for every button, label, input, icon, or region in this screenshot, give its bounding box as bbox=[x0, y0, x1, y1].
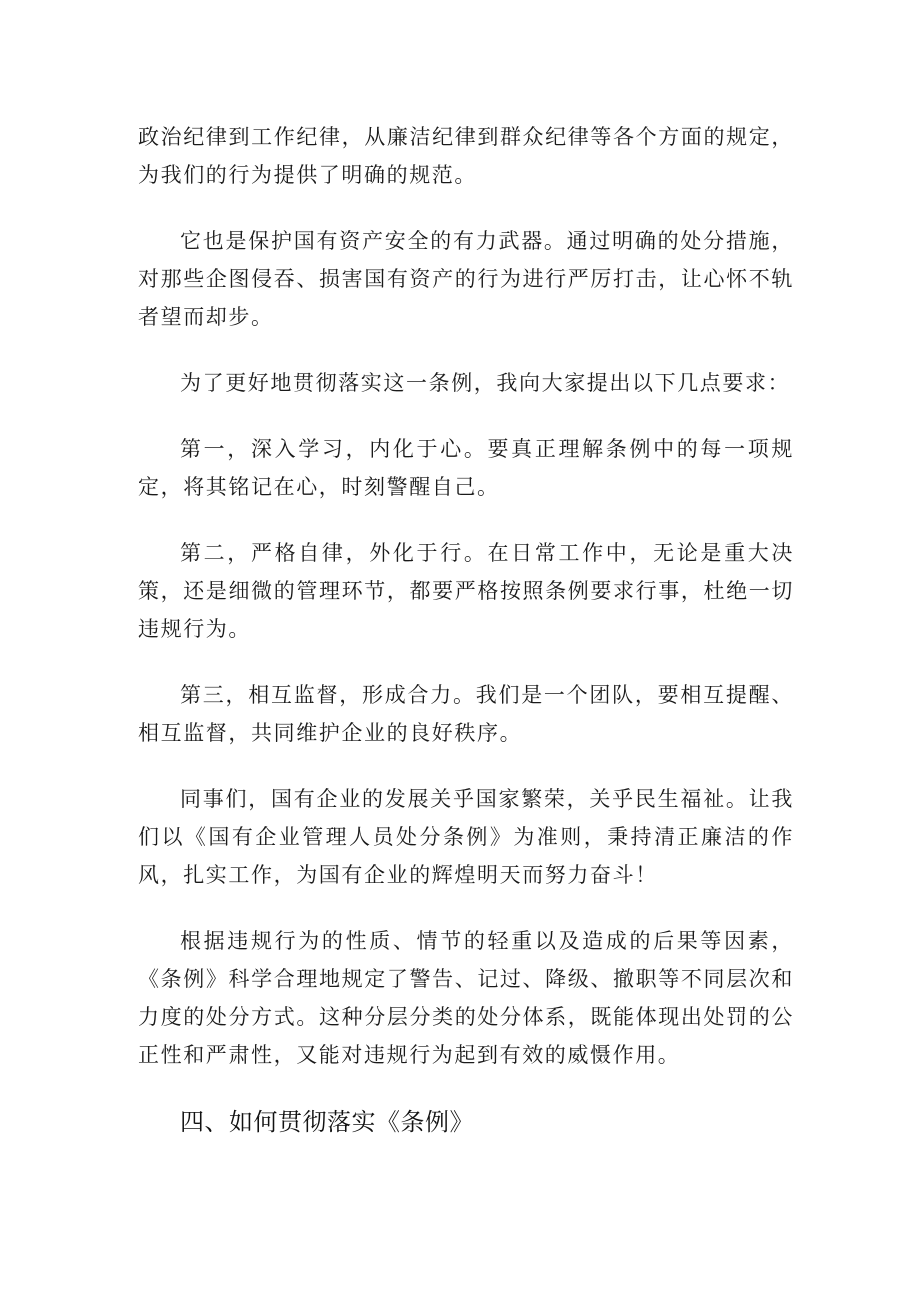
paragraph-requirements-intro: 为了更好地贯彻落实这一条例，我向大家提出以下几点要求： bbox=[180, 371, 791, 395]
paragraph-requirement-third: 第三，相互监督，形成合力。我们是一个团队，要相互提醒、相互监督，共同维护企业的良好秩序。 bbox=[138, 683, 794, 745]
paragraph-state-assets: 它也是保护国有资产安全的有力武器。通过明确的处分措施，对那些企图侵吞、损害国有资产的行为进行严厉打击，让心怀不轨者望而却步。 bbox=[138, 229, 794, 329]
paragraph-closing-call: 同事们，国有企业的发展关乎国家繁荣，关乎民生福祉。让我们以《国有企业管理人员处分条例》为准则，秉持清正廉洁的作风，扎实工作，为国有企业的辉煌明天而努力奋斗！ bbox=[138, 787, 794, 887]
paragraph-requirement-first: 第一，深入学习，内化于心。要真正理解条例中的每一项规定，将其铭记在心，时刻警醒自己。 bbox=[138, 437, 794, 499]
paragraph-requirement-second: 第二，严格自律，外化于行。在日常工作中，无论是重大决策，还是细微的管理环节，都要严格按照条例要求行事，杜绝一切违规行为。 bbox=[138, 541, 794, 641]
section-heading: 四、如何贯彻落实《条例》 bbox=[180, 1108, 474, 1136]
document-body bbox=[138, 118, 794, 1142]
paragraph-penalty-system: 根据违规行为的性质、情节的轻重以及造成的后果等因素，《条例》科学合理地规定了警告、记过、降级、撤职等不同层次和力度的处分方式。这种分层分类的处分体系，既能体现出处罚的公正性和严肃性，又能对违规行为起到有效的威慑作用。 bbox=[138, 929, 794, 1067]
paragraph-continuation: 政治纪律到工作纪律，从廉洁纪律到群众纪律等各个方面的规定，为我们的行为提供了明确的规范。 bbox=[138, 125, 794, 187]
